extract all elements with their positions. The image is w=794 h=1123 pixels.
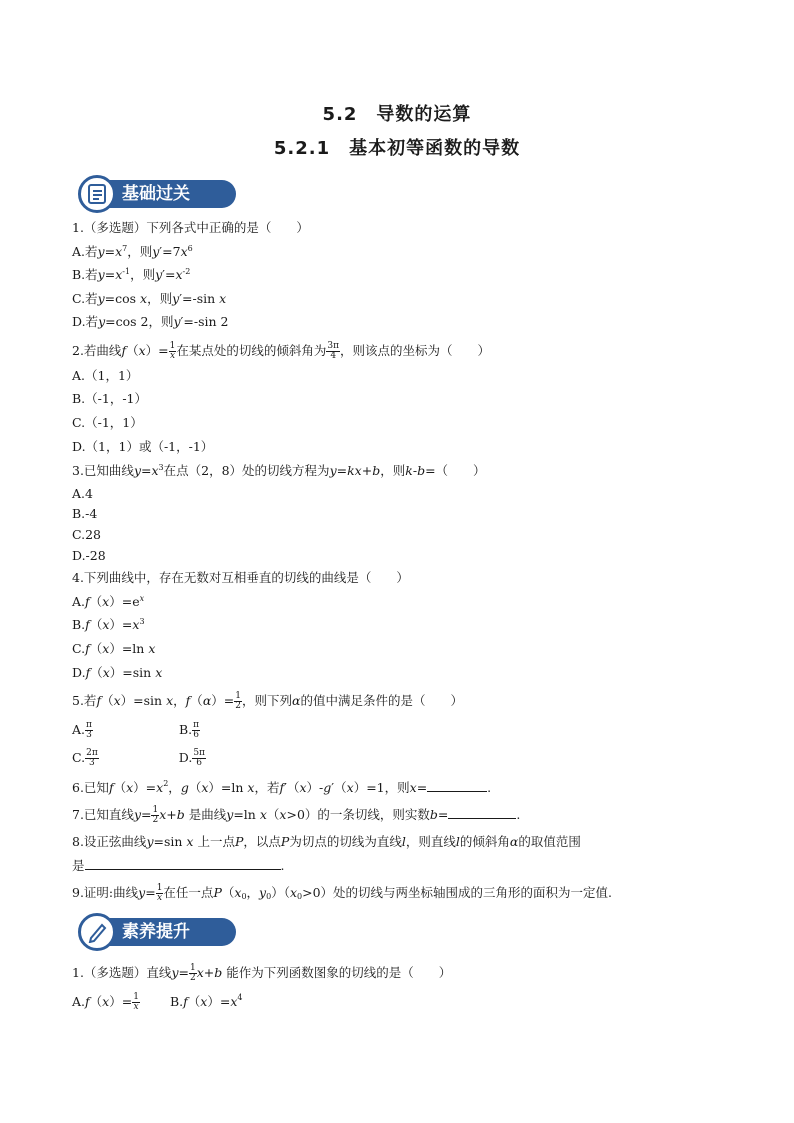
q3-option-c: C.28 bbox=[72, 527, 101, 542]
q8-answer-line: 是 . bbox=[72, 858, 285, 873]
q8-stem: 8.设正弦曲线y=sin x 上一点P，以点P为切点的切线为直线l，则直线l的倾斜角α的取值范围 bbox=[72, 834, 581, 849]
q1-option-c: C.若y=cos x，则y′=-sin x bbox=[72, 291, 227, 306]
q3-stem: 3.已知曲线$y=x^3$在点（2，8）处的切线方程为y=kx+b，则k-b=（ ） bbox=[72, 463, 486, 478]
q3-option-d: D.-28 bbox=[72, 548, 106, 563]
adv-q1-stem: 1.（多选题）直线y= $\frac{1}{2}$ x+b 能作为下列函数图象的切线的是（ ） bbox=[72, 963, 452, 983]
adv-q1-options-ab: A.f（x）= $\frac{1}{x}$ $B.f(x)=x^4$ bbox=[72, 992, 243, 1012]
q4-option-a: $A.f(x)=e^x$ bbox=[72, 594, 145, 609]
q5-options-ab: A. $\frac{\pi}{3}$ B. $\frac{\pi}{6}$ bbox=[72, 720, 200, 740]
banner-advanced bbox=[78, 911, 238, 951]
q4-option-b: $B.f(x)=x^3$ bbox=[72, 617, 145, 632]
banner-basic-label: 基础过关 bbox=[92, 180, 236, 208]
q2-option-c: C.（-1，1） bbox=[72, 415, 143, 430]
q1-stem: 1.（多选题）下列各式中正确的是（ ） bbox=[72, 220, 309, 235]
q2-option-b: B.（-1，-1） bbox=[72, 391, 148, 406]
section-title: 5.2 导数的运算 bbox=[322, 104, 472, 125]
q3-option-b: B.-4 bbox=[72, 506, 98, 521]
banner-basic bbox=[78, 173, 238, 213]
q5-stem: 5.若f（x）=sin x，f（α）= $\frac{1}{2}$ ，则下列α的值中满足条件的是（ ） bbox=[72, 691, 463, 711]
q2-option-d: D.（1，1）或（-1，-1） bbox=[72, 439, 214, 454]
q4-stem: 4.下列曲线中，存在无数对互相垂直的切线的曲线是（ ） bbox=[72, 570, 409, 585]
q9-stem: 9.证明:曲线y= $\frac{1}{x}$ 在任一点$P(x_0$，$y_0)(x_0>0)$处的切线与两坐标轴围成的三角形的面积为一定值. bbox=[72, 883, 613, 903]
q7-stem: 7.已知直线y= $\frac{1}{2}$ x+b 是曲线y=ln x（x>0）的一条切线，则实数b= . bbox=[72, 805, 521, 825]
checklist-icon bbox=[87, 183, 107, 205]
q2-option-a: A.（1，1） bbox=[72, 368, 139, 383]
q1-option-a: A.若$y=x^7$，则$y'=7x^6$ bbox=[72, 244, 193, 259]
q2-stem: 2.若曲线f（x）= $\frac{1}{x}$ 在某点处的切线的倾斜角为 $\frac{3\pi}{4}$ ，则该点的坐标为（ ） bbox=[72, 341, 491, 361]
q4-option-d: D.f（x）=sin x bbox=[72, 665, 163, 680]
q1-option-d: D.若y=cos 2，则y′=-sin 2 bbox=[72, 314, 229, 329]
q6-stem: 6.已知$f(x)=x^2$，g（x）=ln x，若f′（x）-g′（x）=1，则x= . bbox=[72, 779, 492, 795]
subsection-title: 5.2.1 基本初等函数的导数 bbox=[273, 138, 521, 159]
q4-option-c: C.f（x）=ln x bbox=[72, 641, 156, 656]
banner-advanced-label: 素养提升 bbox=[92, 918, 236, 946]
q5-options-cd: C. $\frac{2\pi}{3}$ D. $\frac{5\pi}{6}$ bbox=[72, 748, 205, 768]
q3-option-a: A.4 bbox=[72, 486, 93, 501]
q1-option-b: B.若$y=x^{-1}$，则$y'=x^{-2}$ bbox=[72, 267, 191, 282]
pencil-icon bbox=[87, 921, 107, 943]
